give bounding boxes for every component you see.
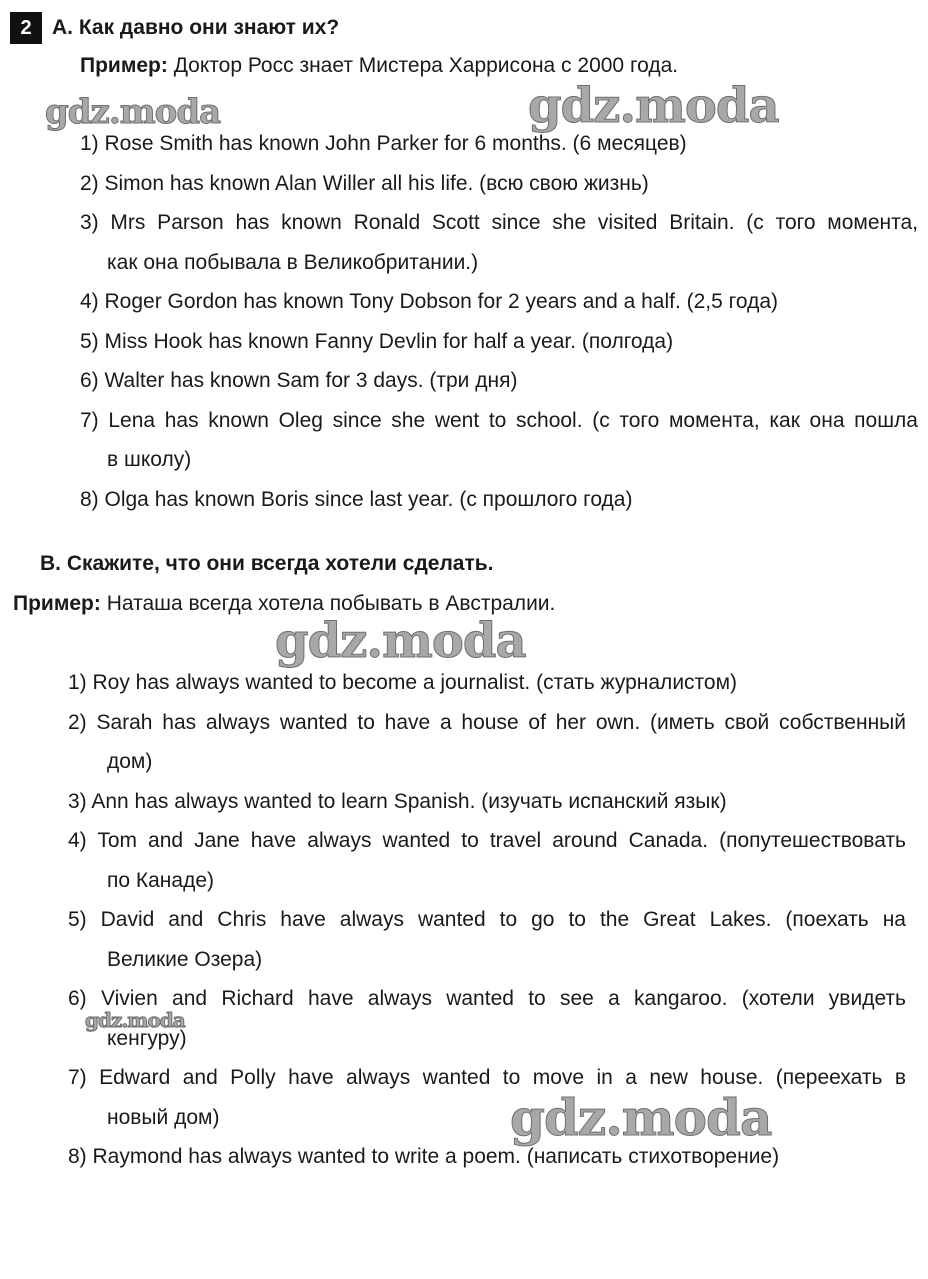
item-text-continuation: дом) xyxy=(107,750,153,773)
item-text-continuation: Великие Озера) xyxy=(107,947,263,971)
item-text-continuation: кенгуру) xyxy=(107,1026,187,1050)
example-label: Пример: xyxy=(13,592,101,615)
watermark: gdz.moda xyxy=(510,1088,772,1147)
task-number-badge: 2 xyxy=(10,12,42,44)
item-text: 2) Simon has known Alan Willer all his life. (всю свою жизнь) xyxy=(80,171,649,195)
part-a-example xyxy=(80,53,678,79)
item-text-continuation: по Канаде) xyxy=(107,868,214,892)
item-text: 4) Roger Gordon has known Tony Dobson for 2 years and a half. (2,5 года) xyxy=(80,290,778,313)
item-text: 8) Olga has known Boris since last year. (с прошлого года) xyxy=(80,487,633,511)
item-text: 7) Edward and Polly have always wanted to move in a new house. (переехать в xyxy=(68,1066,906,1089)
watermark: gdz.moda xyxy=(528,78,779,134)
item-text: 3) Ann has always wanted to learn Spanish. (изучать испанский язык) xyxy=(68,789,727,813)
part-a-heading: А. Как давно они знают их? xyxy=(52,16,340,39)
item-text: 6) Vivien and Richard have always wanted to see a kangaroo. (хотели увидеть xyxy=(68,987,906,1010)
item-text: 5) David and Chris have always wanted to go to the Great Lakes. (поехать на xyxy=(68,908,906,931)
watermark: gdz.moda xyxy=(45,92,221,132)
item-text-continuation: новый дом) xyxy=(107,1105,220,1129)
example-text: Доктор Росс знает Мистера Харрисона с 2000 года. xyxy=(167,54,679,77)
watermark: gdz.moda xyxy=(275,613,526,669)
item-text: 6) Walter has known Sam for 3 days. (три дня) xyxy=(80,369,518,392)
item-text-continuation: в школу) xyxy=(107,448,192,471)
item-text: 1) Rose Smith has known John Parker for 6 months. (6 месяцев) xyxy=(80,132,687,155)
item-text: 7) Lena has known Oleg since she went to school. (с того момента, как она пошла xyxy=(80,408,918,432)
watermark: gdz.moda xyxy=(85,1008,185,1032)
part-b-heading: В. Скажите, что они всегда хотели сделать. xyxy=(40,552,494,575)
item-text-continuation: как она побывала в Великобритании.) xyxy=(107,250,479,274)
item-text: 1) Roy has always wanted to become a journalist. (стать журналистом) xyxy=(68,671,738,694)
item-text: 4) Tom and Jane have always wanted to travel around Canada. (попутешествовать xyxy=(68,829,906,852)
example-label: Пример: xyxy=(80,54,168,77)
item-text: 3) Mrs Parson has known Ronald Scott since she visited Britain. (с того момента, xyxy=(80,211,918,234)
item-text: 8) Raymond has always wanted to write a poem. (написать стихотворение) xyxy=(68,1145,780,1168)
item-text: 2) Sarah has always wanted to have a house of her own. (иметь свой собственный xyxy=(68,710,906,734)
item-text: 5) Miss Hook has known Fanny Devlin for half a year. (полгода) xyxy=(80,329,674,353)
example-text: Наташа всегда хотела побывать в Австралии. xyxy=(100,592,556,615)
